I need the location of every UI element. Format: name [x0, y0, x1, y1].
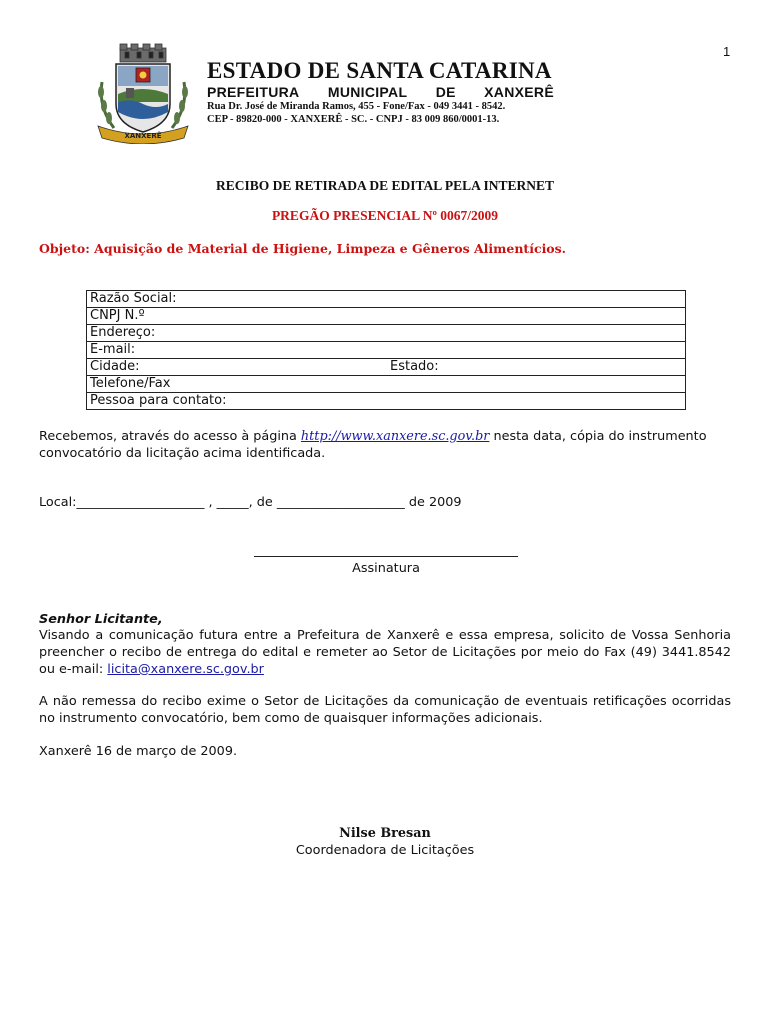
form-field-razao-social[interactable]: Razão Social: [87, 291, 686, 308]
form-label-estado: Estado: [390, 359, 439, 374]
signature-label: Assinatura [352, 561, 420, 576]
recebemos-paragraph [39, 428, 731, 462]
form-row-cidade-estado [87, 359, 686, 376]
form-field-cnpj[interactable]: CNPJ N.º [87, 308, 686, 325]
licitante-text: Visando a comunicação futura entre a Prefeitura de Xanxerê e essa empresa, solicito de Vossa Senhoria preencher o recibo de entrega do edital e remeter ao Setor de Licitações por meio do Fax (49) 3441.8542 ou e-mail: [39, 628, 731, 677]
form-label-cidade: Cidade: [90, 359, 140, 374]
form-field-cidade-estado[interactable] [87, 359, 686, 376]
date-line: Xanxerê 16 de março de 2009. [39, 744, 238, 759]
objeto-line: Objeto: Aquisição de Material de Higiene, Limpeza e Gêneros Alimentícios. [39, 241, 567, 256]
crown [120, 44, 166, 62]
header-pref-word-1: PREFEITURA [207, 84, 300, 100]
form-row-telefone [87, 376, 686, 393]
form-row-cnpj [87, 308, 686, 325]
form-field-email[interactable]: E-mail: [87, 342, 686, 359]
page-number: 1 [723, 44, 731, 59]
form-row-contato [87, 393, 686, 410]
signer-name: Nilse Bresan [339, 826, 431, 841]
signer-role: Coordenadora de Licitações [295, 843, 475, 858]
form-row-email [87, 342, 686, 359]
municipal-crest-logo [92, 42, 194, 144]
header-pref-word-2: MUNICIPAL [327, 84, 408, 100]
nao-remessa-paragraph: A não remessa do recibo exime o Setor de Licitações da comunicação de eventuais retificações ocorridas no instrumento convocatório, bem como de quaisquer informações adicionais. [39, 694, 731, 726]
website-link[interactable]: http://www.xanxere.sc.gov.br [300, 429, 490, 444]
form-field-telefone[interactable]: Telefone/Fax [87, 376, 686, 393]
licitante-paragraph [39, 627, 731, 678]
header-pref-word-3: DE [435, 84, 456, 100]
company-form-table [86, 290, 686, 410]
recebemos-text-end: nesta data, cópia do instrumento [489, 429, 707, 444]
form-field-contato[interactable]: Pessoa para contato: [87, 393, 686, 410]
document-title: RECIBO DE RETIRADA DE EDITAL PELA INTERNET [215, 178, 555, 193]
licitante-salutation: Senhor Licitante, [39, 612, 163, 627]
pregao-number: PREGÃO PRESENCIAL Nº 0067/2009 [271, 208, 499, 223]
recebemos-text-start: Recebemos, através do acesso à página [39, 429, 301, 444]
recebemos-text-line2: convocatório da licitação acima identificada. [39, 446, 326, 461]
form-field-endereco[interactable]: Endereço: [87, 325, 686, 342]
header-address: Rua Dr. José de Miranda Ramos, 455 - Fone/Fax - 049 3441 - 8542. [207, 101, 506, 112]
crest-banner-text: XANXERÊ [124, 132, 162, 140]
shield-content [118, 66, 168, 119]
form-row-endereco [87, 325, 686, 342]
header-state-name: ESTADO DE SANTA CATARINA [207, 58, 552, 83]
header-cep-cnpj: CEP - 89820-000 - XANXERÊ - SC. - CNPJ - 83 009 860/0001-13. [207, 114, 500, 125]
local-date-line: Local:____________________ , _____, de ____________________ de 2009 [39, 495, 462, 510]
signature-line [254, 546, 518, 557]
form-row-razao-social [87, 291, 686, 308]
email-link[interactable]: licita@xanxere.sc.gov.br [107, 662, 264, 677]
header-prefeitura [207, 84, 554, 100]
header-pref-word-4: XANXERÊ [484, 84, 554, 100]
